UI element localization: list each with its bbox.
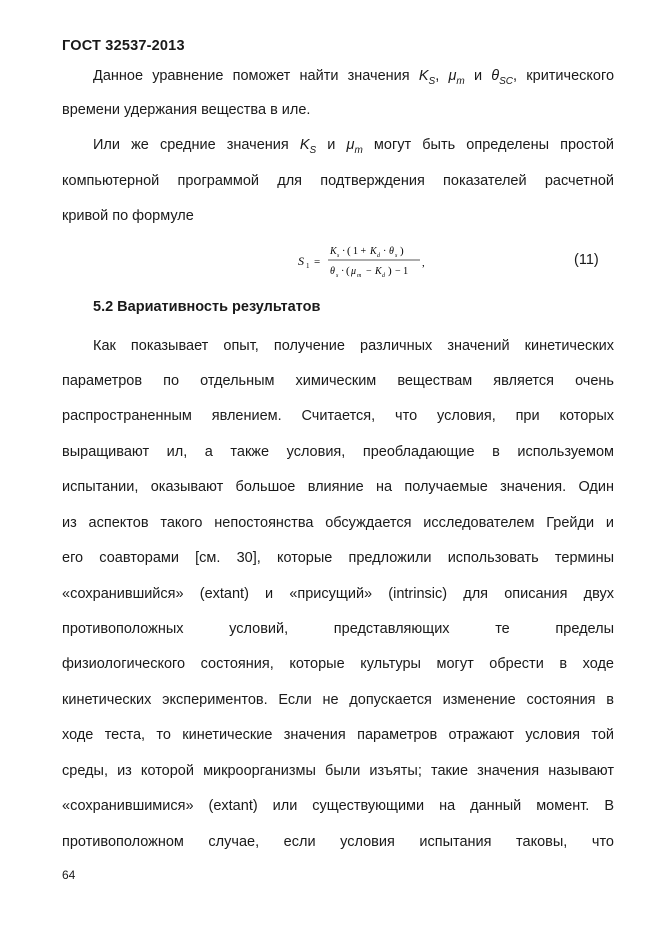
sub-d: d	[382, 273, 385, 279]
body-line: его соавторами [см. 30], которые предложили использовать термины	[62, 550, 614, 566]
text: ,	[435, 68, 449, 84]
text: Данное уравнение поможет найти значения	[93, 68, 419, 84]
paragraph-2-line-1	[93, 136, 614, 160]
dot: ·	[342, 246, 346, 257]
text: и	[464, 68, 492, 84]
equation-number: (11)	[574, 252, 599, 268]
text: противоположных условий, представляющих те пределы	[62, 621, 614, 637]
body-line: испытании, оказывают большое влияние на получаемые значения. Один	[62, 479, 614, 495]
kd: K	[370, 246, 377, 257]
dot: ·	[383, 246, 387, 257]
standard-header: ГОСТ 32537-2013	[62, 38, 185, 54]
body-line	[62, 620, 614, 638]
theta-subscript: SC	[499, 75, 514, 87]
formula-11	[296, 239, 436, 283]
body-line: ходе теста, то кинетические значения параметров отражают условия той	[62, 727, 614, 743]
mu-symbol: μ	[448, 68, 457, 84]
sub-s: s	[336, 273, 339, 279]
text: и	[316, 137, 347, 153]
sub-m: m	[357, 273, 362, 279]
body-line: распространенным явлением. Считается, что условия, при которых	[62, 408, 614, 424]
formula-comma: ,	[422, 257, 425, 269]
dot: ·	[341, 266, 345, 277]
ks-symbol: K	[299, 137, 310, 153]
ks-symbol: K	[418, 68, 429, 84]
body-line: кинетических экспериментов. Если не допускается изменение состояния в	[62, 692, 614, 708]
paren-open: (	[346, 265, 350, 277]
text: Или же средние значения	[93, 137, 300, 153]
body-line: Как показывает опыт, получение различных значений кинетических	[93, 338, 614, 354]
paren-close: )	[400, 245, 404, 257]
body-line: «сохранившимися» (extant) или существующими на данный момент. В	[62, 798, 614, 814]
body-line: физиологического состояния, которые культуры могут обрести в ходе	[62, 656, 614, 672]
paragraph-1-line-1	[93, 67, 614, 91]
formula-denominator: θ	[330, 266, 335, 277]
mu-subscript: m	[354, 144, 363, 156]
mu-symbol: μ	[346, 137, 355, 153]
text: , критического	[513, 68, 615, 84]
formula-lhs: S	[298, 254, 304, 268]
page-number: 64	[62, 868, 76, 882]
ks-subscript: S	[428, 75, 436, 87]
mu-subscript: m	[456, 75, 465, 87]
body-line: из аспектов такого непостоянства обсуждается исследователем Грейди и	[62, 515, 614, 531]
text: могут быть определены простой	[362, 137, 614, 153]
paragraph-1-line-2: времени удержания вещества в иле.	[62, 102, 311, 118]
plus-one: 1 +	[353, 246, 367, 257]
body-line: противоположном случае, если условия испытания таковы, что	[62, 834, 614, 850]
body-line: параметров по отдельным химическим веществам является очень	[62, 373, 614, 389]
formula-lhs-sub: 1	[306, 262, 310, 270]
sub-s: s	[337, 253, 340, 259]
body-line: выращивают ил, а также условия, преобладающие в используемом	[62, 444, 614, 460]
section-heading: 5.2 Вариативность результатов	[93, 299, 321, 315]
paragraph-2-line-2: компьютерной программой для подтверждения показателей расчетной	[62, 173, 614, 189]
theta: θ	[389, 246, 394, 257]
sub-s: s	[395, 253, 398, 259]
mu: μ	[351, 266, 357, 277]
kd: K	[375, 266, 382, 277]
formula-equals: =	[314, 256, 321, 268]
theta-symbol: θ	[491, 68, 500, 84]
formula-numerator: K	[330, 246, 337, 257]
minus: −	[366, 266, 372, 277]
ks-subscript: S	[309, 144, 317, 156]
paren-open: (	[347, 245, 351, 257]
body-line: «сохранившийся» (extant) и «присущий» (intrinsic) для описания двух	[62, 586, 614, 602]
sub-d: d	[377, 253, 380, 259]
paren-close: )	[388, 265, 392, 277]
body-line: среды, из которой микроорганизмы были изъяты; такие значения называют	[62, 763, 614, 779]
minus-one: − 1	[395, 266, 409, 277]
paragraph-2-line-3: кривой по формуле	[62, 208, 194, 224]
